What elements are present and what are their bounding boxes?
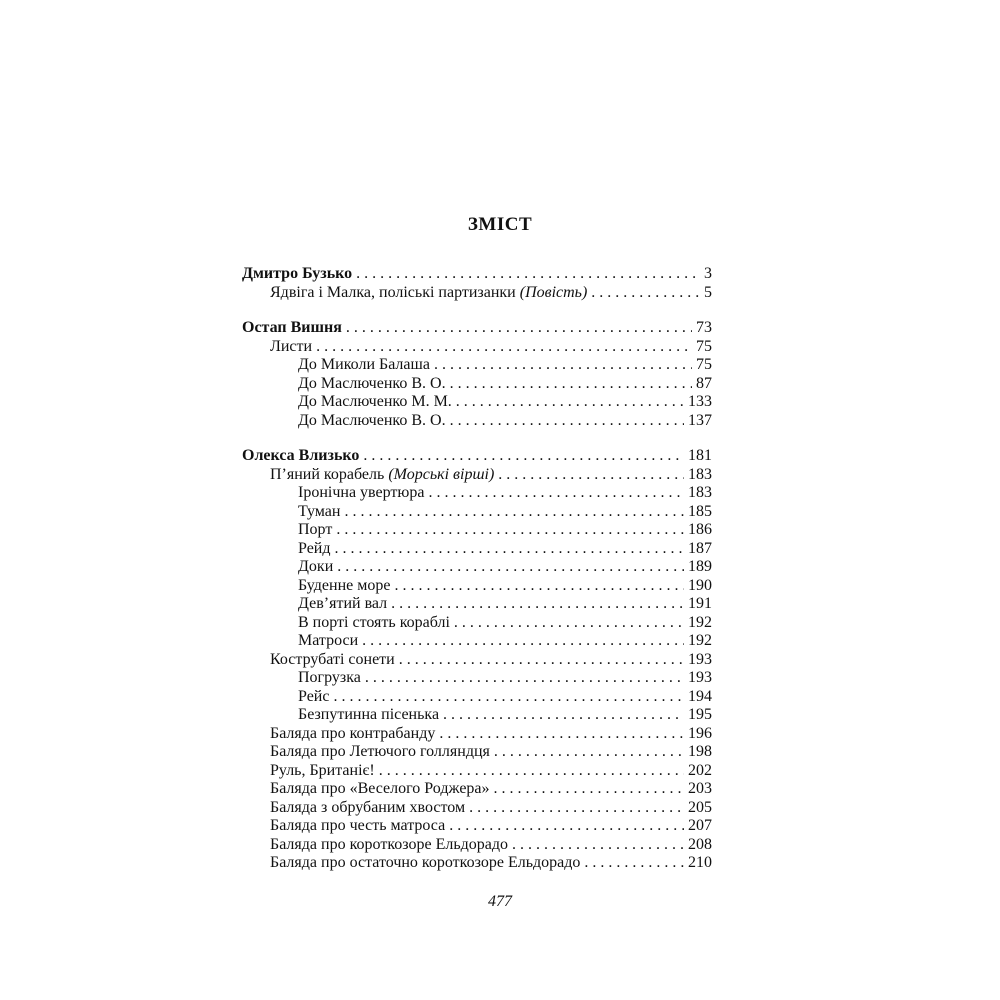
toc-entry-title: Листи: [270, 337, 313, 355]
toc-entry-page: 73: [696, 319, 712, 336]
toc-entry[interactable]: [242, 780, 712, 799]
toc-entry[interactable]: [242, 356, 712, 375]
dot-leader: [456, 393, 684, 412]
dot-leader: [365, 669, 684, 688]
dot-leader: [344, 503, 684, 522]
toc-entry[interactable]: [242, 799, 712, 818]
dot-leader: [346, 319, 692, 338]
dot-leader: [449, 817, 684, 836]
dot-leader: [443, 706, 684, 725]
toc-entry-page: 5: [704, 283, 712, 301]
toc-entry-title: Безпутинна пісенька: [298, 706, 440, 723]
toc-author-entry[interactable]: [242, 265, 712, 284]
toc-entry-page: 181: [688, 447, 712, 464]
toc-entry[interactable]: [242, 595, 712, 614]
toc-entry-title: Іронічна увертюра: [298, 484, 425, 501]
dot-leader: [450, 412, 684, 431]
toc-entry-title: До Маслюченко В. О.: [298, 374, 446, 392]
toc-entry-page: 133: [688, 393, 712, 410]
toc-entry[interactable]: [242, 484, 712, 503]
toc-entry-title: Баляда про остаточно короткозоре Ельдорадо: [270, 854, 581, 871]
toc-entry-title: Порт: [298, 521, 333, 538]
toc-entry-title: Руль, Британіє!: [270, 761, 375, 779]
toc-entry[interactable]: [242, 706, 712, 725]
toc-entry-page: 192: [688, 632, 712, 649]
dot-leader: [584, 854, 684, 873]
toc-entry[interactable]: [242, 688, 712, 707]
toc-entry-title: Туман: [298, 502, 341, 520]
toc-entry-page: 210: [688, 854, 712, 871]
toc-entry-page: 191: [688, 595, 712, 612]
toc-entry-title: Матроси: [298, 632, 359, 649]
dot-leader: [439, 725, 684, 744]
toc-entry[interactable]: [242, 412, 712, 431]
toc-entry-title: Ядвіга і Малка, поліські партизанки (Повість): [270, 283, 588, 301]
toc-entry-page: 3: [704, 265, 712, 282]
toc-entry[interactable]: [242, 725, 712, 744]
toc-entry[interactable]: [242, 669, 712, 688]
toc-entry-title: До Маслюченко М. М.: [298, 393, 452, 410]
toc-entry-page: 137: [688, 411, 712, 429]
toc-entry[interactable]: [242, 540, 712, 559]
toc-entry[interactable]: [242, 836, 712, 855]
toc-entry[interactable]: [242, 338, 712, 357]
dot-leader: [399, 651, 684, 670]
toc-entry[interactable]: [242, 651, 712, 670]
dot-leader: [356, 265, 700, 284]
toc-entry-page: 75: [696, 356, 712, 373]
toc-entry-title: Баляда про короткозоре Ельдорадо: [270, 835, 509, 853]
dot-leader: [434, 356, 692, 375]
dot-leader: [333, 688, 684, 707]
toc-entry[interactable]: [242, 743, 712, 762]
toc-entry-page: 87: [696, 374, 712, 392]
dot-leader: [394, 577, 684, 596]
dot-leader: [469, 799, 684, 818]
dot-leader: [512, 836, 684, 855]
toc-entry-title: Доки: [298, 558, 334, 575]
toc-entry-title: Дмитро Бузько: [242, 265, 353, 282]
toc-entry-title: Рейд: [298, 539, 331, 557]
toc-entry-title: П’яний корабель (Морські вірші): [270, 465, 495, 483]
toc-entry-title: Кострубаті сонети: [270, 650, 395, 668]
toc-entry-page: 185: [688, 502, 712, 520]
toc-entry[interactable]: [242, 521, 712, 540]
toc-entry-page: 186: [688, 521, 712, 538]
dot-leader: [379, 762, 684, 781]
toc-entry-title: Баляда про честь матроса: [270, 817, 446, 834]
dot-leader: [362, 632, 684, 651]
toc-author-entry[interactable]: [242, 447, 712, 466]
toc-entry-page: 189: [688, 558, 712, 575]
dot-leader: [450, 375, 692, 394]
toc-entry-title: Остап Вишня: [242, 319, 342, 336]
toc-entry-page: 194: [688, 687, 712, 705]
toc-entry-page: 193: [688, 650, 712, 668]
toc-entry-title: До Миколи Балаша: [298, 356, 430, 373]
dot-leader: [363, 447, 684, 466]
toc-entry-title: Баляда з обрубаним хвостом: [270, 798, 466, 816]
toc-entry[interactable]: [242, 762, 712, 781]
dot-leader: [591, 284, 700, 303]
dot-leader: [391, 595, 684, 614]
toc-entry-page: 193: [688, 669, 712, 686]
toc-entry-page: 198: [688, 743, 712, 760]
toc-entry-genre: (Морські вірші): [388, 465, 495, 483]
toc-entry[interactable]: [242, 614, 712, 633]
page-number: 477: [488, 893, 512, 910]
toc-entry-page: 192: [688, 613, 712, 631]
toc-entry-genre: (Повість): [519, 283, 588, 301]
toc-entry-page: 202: [688, 761, 712, 779]
dot-leader: [336, 521, 684, 540]
toc-entry[interactable]: [242, 284, 712, 303]
dot-leader: [316, 338, 692, 357]
toc-entry-page: 207: [688, 817, 712, 834]
toc-entry-title: Буденне море: [298, 576, 391, 594]
toc-entry[interactable]: [242, 558, 712, 577]
toc-entry[interactable]: [242, 632, 712, 651]
toc-entry[interactable]: [242, 375, 712, 394]
page-title: ЗМІСТ: [467, 214, 533, 235]
toc-entry-title: Олекса Влизько: [242, 447, 360, 464]
toc-entry[interactable]: [242, 577, 712, 596]
dot-leader: [335, 540, 685, 559]
toc-entry[interactable]: [242, 393, 712, 412]
toc-entry-page: 208: [688, 835, 712, 853]
toc-entry-title: Баляда про Летючого голляндця: [270, 743, 490, 760]
toc-author-entry[interactable]: [242, 319, 712, 338]
toc-entry[interactable]: [242, 817, 712, 836]
toc-entry-title: Дев’ятий вал: [298, 595, 388, 612]
toc-section: [242, 319, 712, 430]
toc-entry-title: Рейс: [298, 687, 330, 705]
toc-entry[interactable]: [242, 466, 712, 485]
toc-entry[interactable]: [242, 854, 712, 873]
table-of-contents: [242, 265, 712, 890]
dot-leader: [337, 558, 684, 577]
dot-leader: [494, 743, 684, 762]
toc-section: [242, 265, 712, 302]
toc-section: [242, 447, 712, 873]
toc-entry-title: Баляда про «Веселого Роджера»: [270, 780, 490, 797]
toc-entry-page: 183: [688, 484, 712, 501]
toc-entry-title: До Маслюченко В. О.: [298, 411, 446, 429]
toc-entry-page: 190: [688, 576, 712, 594]
toc-entry-title: В порті стоять кораблі: [298, 613, 450, 631]
dot-leader: [494, 780, 684, 799]
toc-entry-page: 205: [688, 798, 712, 816]
toc-entry[interactable]: [242, 503, 712, 522]
dot-leader: [454, 614, 684, 633]
toc-entry-page: 196: [688, 724, 712, 742]
toc-entry-title: Баляда про контрабанду: [270, 724, 436, 742]
toc-entry-page: 183: [688, 465, 712, 483]
toc-entry-page: 187: [688, 539, 712, 557]
toc-entry-title: Погрузка: [298, 669, 361, 686]
toc-entry-page: 75: [696, 337, 712, 355]
toc-entry-page: 203: [688, 780, 712, 797]
dot-leader: [498, 466, 684, 485]
dot-leader: [428, 484, 684, 503]
toc-entry-page: 195: [688, 706, 712, 723]
